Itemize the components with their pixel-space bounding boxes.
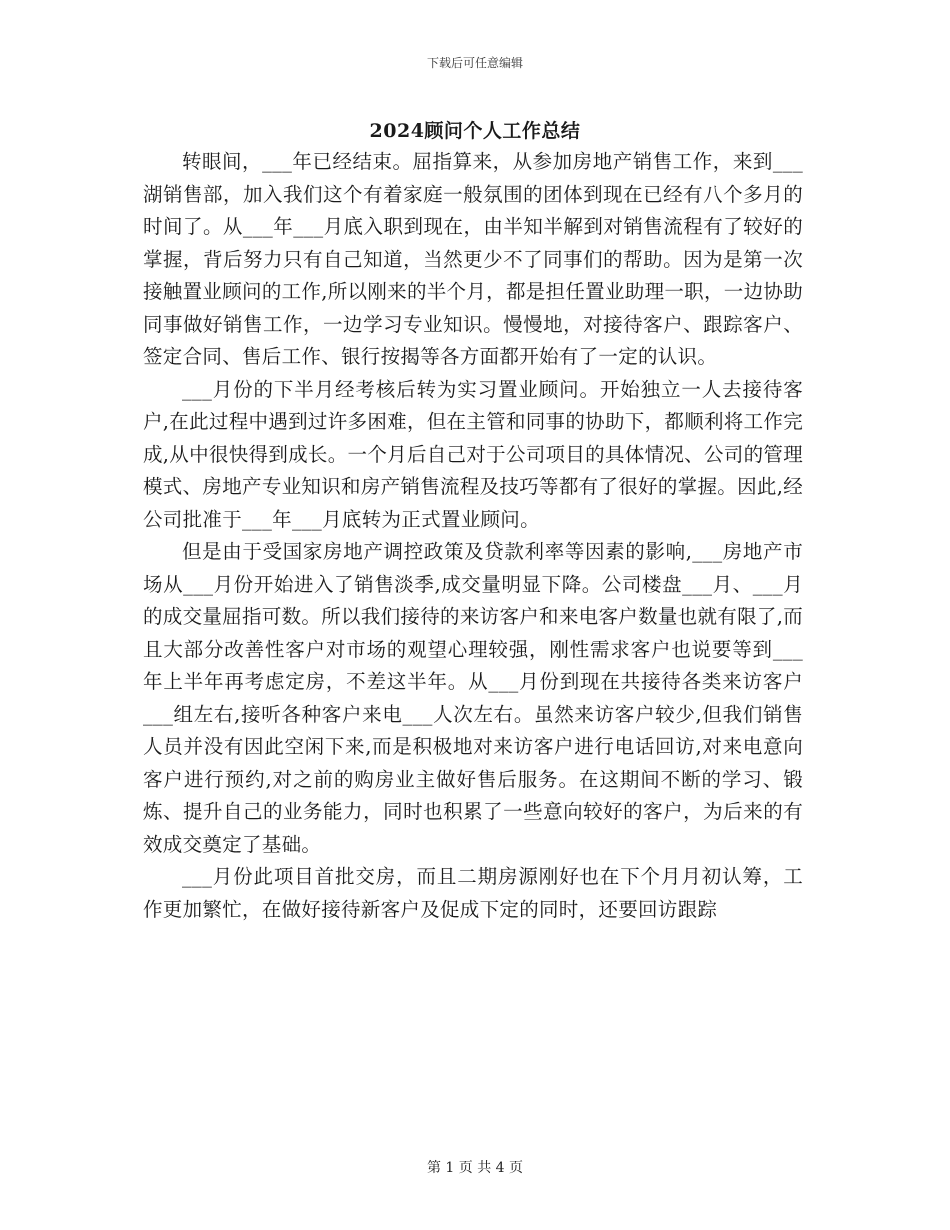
- document-title: 2024顾问个人工作总结: [369, 120, 581, 142]
- document-body: [143, 146, 803, 926]
- page-number-footer: 第 1 页 共 4 页: [426, 1160, 524, 1176]
- paragraph-2: ___月份的下半月经考核后转为实习置业顾问。开始独立一人去接待客户,在此过程中遇到过许多困难，但在主管和同事的协助下，都顺利将工作完成,从中很快得到成长。一个月后自己对于公司项目的具体情况、公司的管理模式、房地产专业知识和房产销售流程及技巧等都有了很好的掌握。因此,经公司批准于___年___月底转为正式置业顾问。: [143, 377, 803, 531]
- paragraph-3: 但是由于受国家房地产调控政策及贷款利率等因素的影响,___房地产市场从___月份开始进入了销售淡季,成交量明显下降。公司楼盘___月、___月的成交量屈指可数。所以我们接待的来访客户和来电客户数量也就有限了,而且大部分改善性客户对市场的观望心理较强，刚性需求客户也说要等到___年上半年再考虑定房，不差这半年。从___月份到现在共接待各类来访客户___组左右,接听各种客户来电___人次左右。虽然来访客户较少,但我们销售人员并没有因此空闲下来,而是积极地对来访客户进行电话回访,对来电意向客户进行预约,对之前的购房业主做好售后服务。在这期间不断的学习、锻炼、提升自己的业务能力，同时也积累了一些意向较好的客户，为后来的有效成交奠定了基础。: [143, 540, 803, 856]
- paragraph-1: 转眼间，___年已经结束。屈指算来，从参加房地产销售工作，来到___湖销售部，加入我们这个有着家庭一般氛围的团体到现在已经有八个多月的时间了。从___年___月底入职到现在，由半知半解到对销售流程有了较好的掌握，背后努力只有自己知道，当然更少不了同事们的帮助。因为是第一次接触置业顾问的工作,所以刚来的半个月，都是担任置业助理一职，一边协助同事做好销售工作，一边学习专业知识。慢慢地，对接待客户、跟踪客户、签定合同、售后工作、银行按揭等各方面都开始有了一定的认识。: [143, 150, 803, 368]
- paragraph-4: ___月份此项目首批交房，而且二期房源刚好也在下个月月初认筹，工作更加繁忙，在做好接待新客户及促成下定的同时，还要回访跟踪: [143, 865, 803, 921]
- page-header-note: 下载后可任意编辑: [426, 56, 523, 70]
